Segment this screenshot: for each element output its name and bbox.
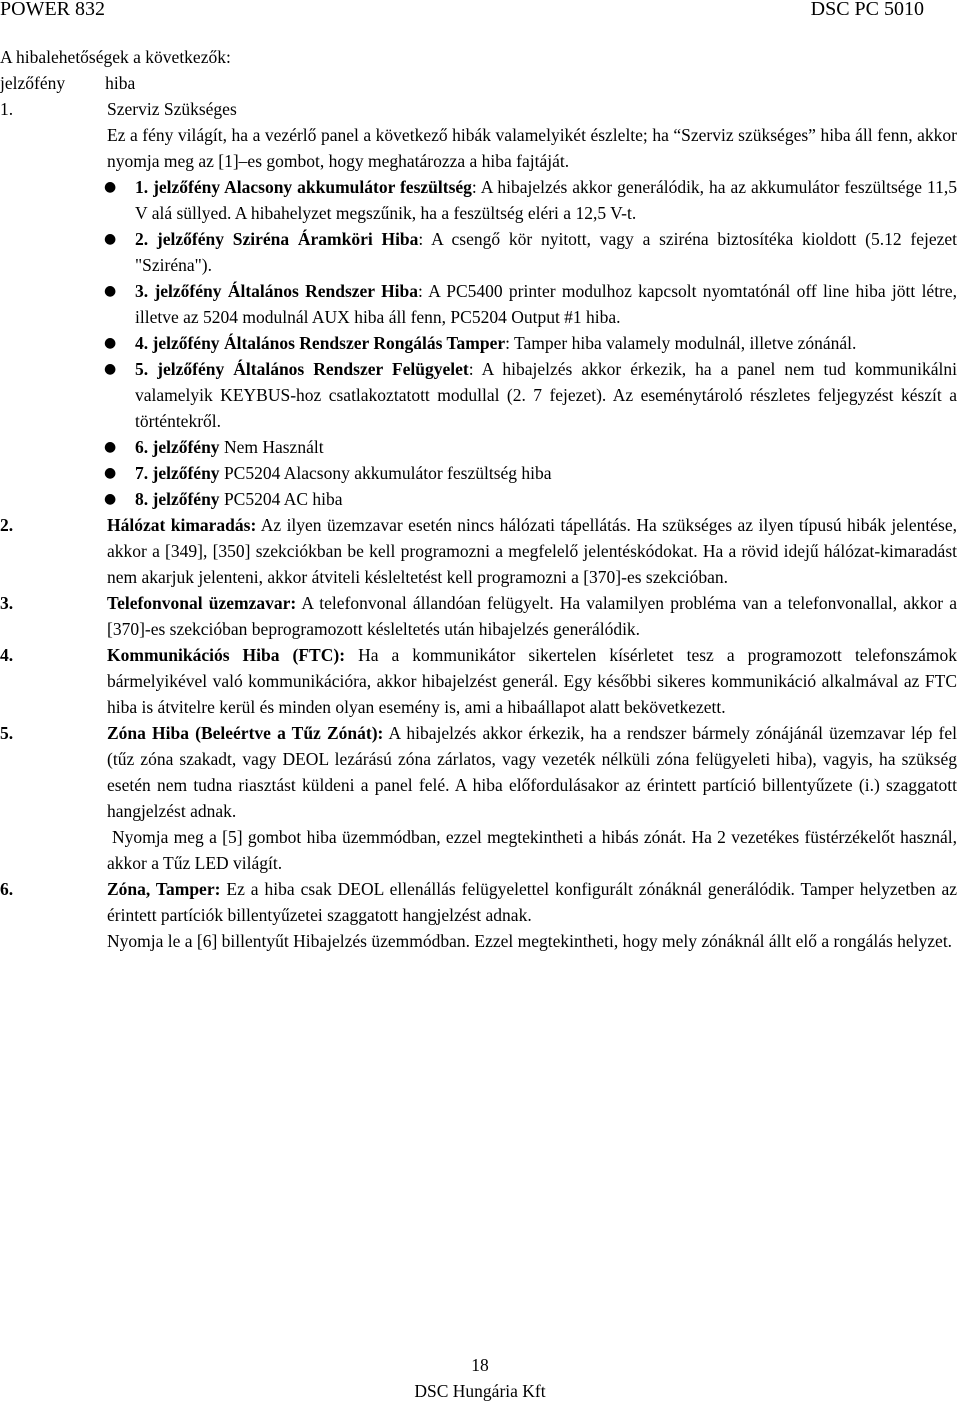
header-right: DSC PC 5010 bbox=[810, 0, 924, 20]
item-title: Általános Rendszer Rongálás Tamper bbox=[223, 333, 506, 353]
bullet-icon: ● bbox=[104, 335, 117, 351]
list-item bbox=[104, 356, 958, 434]
section-5 bbox=[0, 720, 957, 876]
intro-col-hiba: hiba bbox=[105, 73, 136, 93]
item-number: 2. bbox=[135, 229, 149, 249]
bullet-icon: ● bbox=[104, 283, 117, 299]
item-text: A csengő kör nyitott, vagy a sziréna biztosítéka kioldott (5.12 fejezet "Sziréna"). bbox=[135, 229, 958, 275]
item-sep: : bbox=[418, 281, 423, 301]
section-2-paragraph bbox=[107, 512, 957, 590]
page-footer bbox=[0, 1352, 960, 1404]
item-text: Tamper hiba valamely modulnál, illetve zónánál. bbox=[509, 333, 857, 353]
section-2-text: Az ilyen üzemzavar esetén nincs hálózati tápellátás. Ha szükséges az ilyen típusú hibák jelentése, akkor a [349], [350] szekciókban be kell programozni a megfelelő jelentéskódokat. Ha a rövid idejű hálózat-kimaradást nem akarjuk jelenteni, akkor átviteli késleltetést kell programozni a [370]-es szekcióban. bbox=[107, 515, 957, 587]
section-4-number: 4. bbox=[0, 645, 14, 665]
section-6-number: 6. bbox=[0, 879, 14, 899]
item-text: PC5204 AC hiba bbox=[219, 489, 343, 509]
footer-company: DSC Hungária Kft bbox=[414, 1381, 546, 1401]
intro-col-jelzofeny: jelzőfény bbox=[0, 73, 66, 93]
section-3-title: Telefonvonal üzemzavar: bbox=[107, 593, 297, 613]
section-4 bbox=[0, 642, 957, 720]
item-text: A hibajelzés akkor érkezik, ha a panel nem tud kommunikálni valamelyik KEYBUS-hoz csatlakoztatott modullal (2. 7 fejezet). Az eseménytároló részletes feljegyzést készít a történtekről. bbox=[135, 359, 958, 431]
list-item bbox=[104, 460, 957, 486]
item-number: 6. bbox=[135, 437, 149, 457]
item-title: Alacsony akkumulátor feszültség bbox=[224, 177, 472, 197]
list-item bbox=[104, 434, 957, 460]
section-4-title: Kommunikációs Hiba (FTC): bbox=[107, 645, 346, 665]
section-4-text: Ha a kommunikátor sikertelen kísérletet tesz a programozott telefonszámok bármelyikével való kommunikációra, akkor hibajelzést generál. Egy későbbi sikeres kommunikáció alkalmával az FTC hiba is átvitelre kerül és minden olyan esemény is, ami a hibaállapot alatt bekövetkezett. bbox=[107, 645, 957, 717]
section-3 bbox=[0, 590, 957, 642]
item-text: PC5204 Alacsony akkumulátor feszültség hiba bbox=[219, 463, 552, 483]
bullet-icon: ● bbox=[104, 491, 117, 507]
section-2 bbox=[0, 512, 957, 590]
section-5-text: A hibajelzés akkor érkezik, ha a rendszer bármely zónájánál üzemzavar lép fel (tűz zóna szakadt, vagy DEOL lezárású zóna zárlatos, vagy vezeték nélküli zóna felügyeleti hiba), vagyis, ha szükség esetén nem tudna riasztást küldeni a panel felé. A hiba előfordulásakor az érintett partíció billentyűzete (i.) szaggatott hangjelzést adnak. bbox=[107, 723, 957, 821]
bullet-icon: ● bbox=[104, 361, 117, 377]
bullet-icon: ● bbox=[104, 465, 117, 481]
list-item bbox=[104, 226, 958, 278]
item-text: Nem Használt bbox=[219, 437, 324, 457]
item-label: jelzőfény bbox=[152, 437, 220, 457]
item-title: Általános Rendszer Hiba bbox=[227, 281, 419, 301]
section-3-text: A telefonvonal állandóan felügyelt. Ha valamilyen probléma van a telefonvonallal, akkor a [370]-es szekcióban beprogramozott késleltetés után hibajelzés generálódik. bbox=[107, 593, 958, 639]
item-label: jelzőfény bbox=[154, 281, 222, 301]
item-number: 5. bbox=[135, 359, 149, 379]
item-label: jelzőfény bbox=[156, 229, 224, 249]
section-6-paragraph-2: Nyomja le a [6] billentyűt Hibajelzés üzemmódban. Ezzel megtekintheti, hogy mely zónáknál állt elő a rongálás helyzet. bbox=[107, 931, 953, 951]
section-1-title: Szerviz Szükséges bbox=[107, 99, 237, 119]
section-5-number: 5. bbox=[0, 723, 14, 743]
section-2-number: 2. bbox=[0, 515, 14, 535]
item-label: jelzőfény bbox=[152, 489, 220, 509]
section-5-paragraph-2: Nyomja meg a [5] gombot hiba üzemmódban, ezzel megtekintheti a hibás zónát. Ha 2 vezetékes füstérzékelőt használ, akkor a Tűz LED világít. bbox=[107, 827, 957, 873]
item-text: A hibajelzés akkor generálódik, ha az akkumulátor feszültsége 11,5 V alá süllyed. A hibahelyzet megszűnik, ha a feszültség eléri a 12,5 V-t. bbox=[135, 177, 957, 223]
item-text: A PC5400 printer modulhoz kapcsolt nyomtatónál off line hiba jött létre, illetve az 5204 modulnál AUX hiba áll fenn, PC5204 Output #1 hiba. bbox=[135, 281, 958, 327]
bullet-icon: ● bbox=[104, 179, 117, 195]
item-title: Sziréna Áramköri Hiba bbox=[232, 229, 419, 249]
section-3-number: 3. bbox=[0, 593, 14, 613]
item-label: jelzőfény bbox=[152, 463, 220, 483]
section-3-paragraph bbox=[107, 590, 957, 642]
item-title: Általános Rendszer Felügyelet bbox=[233, 359, 469, 379]
item-number: 8. bbox=[135, 489, 149, 509]
list-item bbox=[104, 278, 958, 330]
document-body bbox=[0, 44, 957, 954]
item-sep: : bbox=[468, 359, 474, 379]
page-number: 18 bbox=[471, 1355, 489, 1375]
page-header bbox=[0, 0, 924, 21]
item-number: 1. bbox=[135, 177, 149, 197]
item-number: 3. bbox=[135, 281, 149, 301]
bullet-icon: ● bbox=[104, 231, 117, 247]
section-6-title: Zóna, Tamper: bbox=[107, 879, 221, 899]
item-label: jelzőfény bbox=[153, 177, 221, 197]
section-6-text: Ez a hiba csak DEOL ellenállás felügyelettel konfigurált zónáknál generálódik. Tamper helyzetben az érintett partíciók billentyűzetei szaggatott hangjelzést adnak. bbox=[107, 879, 957, 925]
section-1-number: 1. bbox=[0, 99, 14, 119]
section-6 bbox=[0, 876, 957, 954]
bullet-icon: ● bbox=[104, 439, 117, 455]
header-left: POWER 832 bbox=[0, 0, 105, 20]
item-number: 7. bbox=[135, 463, 149, 483]
section-6-paragraph bbox=[107, 876, 957, 928]
list-item bbox=[104, 174, 957, 226]
section-2-title: Hálózat kimaradás: bbox=[107, 515, 257, 535]
section-1-heading bbox=[0, 96, 957, 122]
item-number: 4. bbox=[135, 333, 149, 353]
intro-line: A hibalehetőségek a következők: bbox=[0, 47, 231, 67]
item-sep: : bbox=[418, 229, 424, 249]
section-1-text: Ez a fény világít, ha a vezérlő panel a következő hibák valamelyikét észlelte; ha “Szerviz szükséges” hiba áll fenn, akkor nyomja meg az [1]–es gombot, hogy meghatározza a hiba fajtáját. bbox=[107, 125, 957, 171]
service-items-list bbox=[0, 174, 957, 512]
section-4-paragraph bbox=[107, 642, 957, 720]
item-label: jelzőfény bbox=[157, 359, 225, 379]
item-sep: : bbox=[471, 177, 477, 197]
item-label: jelzőfény bbox=[152, 333, 220, 353]
item-sep: : bbox=[505, 333, 510, 353]
list-item bbox=[104, 486, 957, 512]
list-item bbox=[104, 330, 957, 356]
section-5-title: Zóna Hiba (Beleértve a Tűz Zónát): bbox=[107, 723, 384, 743]
section-5-paragraph bbox=[107, 720, 957, 824]
intro-columns bbox=[0, 70, 957, 96]
